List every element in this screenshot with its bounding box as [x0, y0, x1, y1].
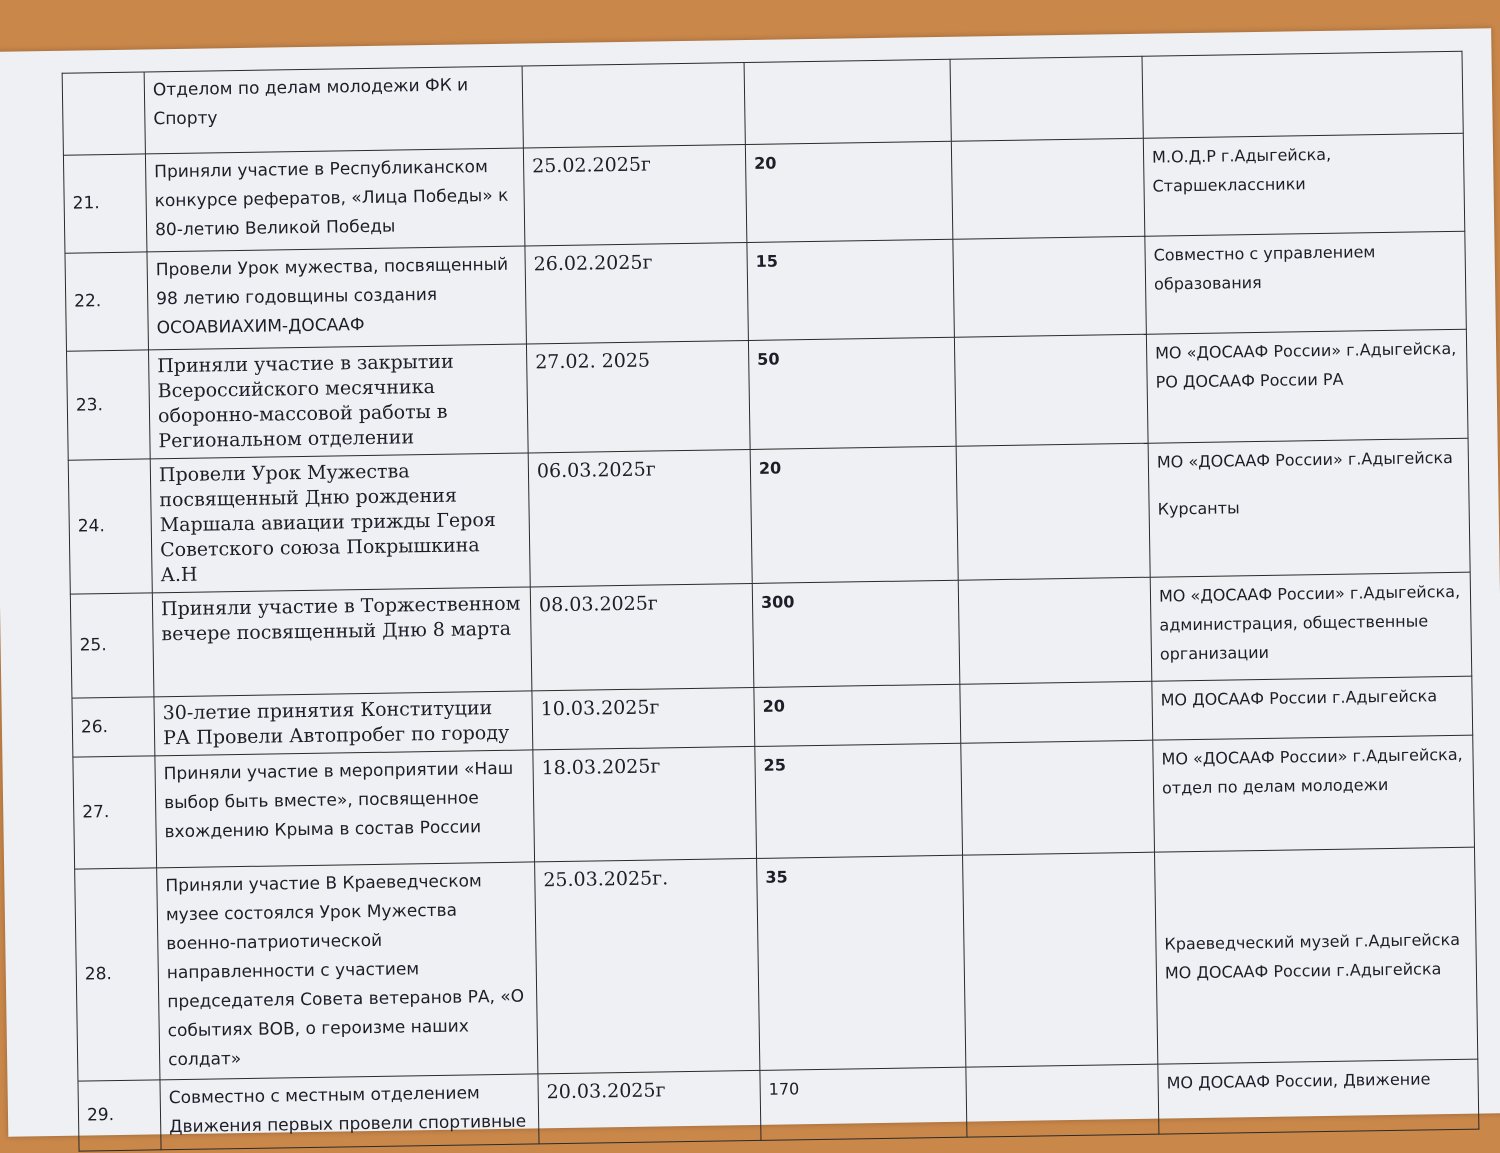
participant-count: 170 [760, 1067, 967, 1140]
row-number: 23. [67, 350, 151, 460]
organizers [1148, 438, 1470, 577]
event-description: Приняли участие в закрытии Всероссийского месячника оборонно-массовой работы в Региональном отделении [148, 344, 528, 459]
event-date: 25.03.2025г. [535, 858, 760, 1073]
event-description: Приняли участие В Краеведческом музее состоялся Урок Мужества военно-патриотической направленности с участием председателя Совета ветеранов РА, «О событиях ВОВ, о героизме наших солдат» [157, 862, 538, 1080]
empty-column [958, 577, 1152, 684]
row-number: 22. [65, 252, 149, 351]
participant-count: 15 [747, 239, 955, 340]
participant-count: 20 [754, 684, 961, 746]
row-number: 27. [73, 756, 157, 869]
events-table [62, 51, 1480, 1152]
document-page [0, 28, 1500, 1136]
empty-column [963, 852, 1158, 1067]
row-number: 24. [68, 459, 152, 594]
empty-column [954, 334, 1148, 446]
event-description: Отделом по делам молодежи ФК и Спорту [144, 66, 523, 154]
event-date: 18.03.2025г [533, 746, 757, 861]
empty-column [951, 138, 1145, 239]
empty-column [966, 1064, 1159, 1137]
participant-count: 25 [755, 743, 963, 858]
organizer-line: Краеведческий музей г.Адыгейска МО ДОСААФ России г.Адыгейска [1164, 929, 1461, 983]
event-description: Приняли участие в Республиканском конкурсе рефератов, «Лица Победы» к 80-летию Великой Победы [145, 148, 524, 252]
table-row [75, 847, 1478, 1081]
row-number: 26. [72, 697, 155, 757]
organizers: М.О.Д.Р г.Адыгейска, Старшеклассники [1143, 133, 1464, 236]
organizers: МО «ДОСААФ России» г.Адыгейска, отдел по делам молодежи [1153, 735, 1475, 852]
event-description: Совместно с местным отделением Движения первых провели спортивные [160, 1074, 539, 1150]
organizers: МО «ДОСААФ России» г.Адыгейска, администрация, общественные организации [1150, 572, 1472, 681]
participant-count [744, 59, 951, 144]
table-row [73, 735, 1475, 869]
event-date: 27.02. 2025 [526, 340, 750, 452]
organizers: Совместно с управлением образования [1145, 231, 1466, 334]
empty-column [953, 236, 1147, 337]
event-date: 06.03.2025г [528, 449, 752, 586]
event-date [522, 63, 745, 148]
empty-column [956, 443, 1150, 580]
organizers [1142, 51, 1463, 138]
row-number [62, 72, 145, 155]
empty-column [950, 56, 1143, 141]
organizers: МО ДОСААФ России, Движение [1158, 1059, 1479, 1134]
participant-count: 20 [750, 446, 958, 583]
row-number: 28. [75, 868, 160, 1081]
event-date: 08.03.2025г [530, 583, 754, 690]
event-description: Приняли участие в мероприятии «Наш выбор быть вместе», посвященное вхождению Крыма в состав России [155, 750, 535, 868]
organizers: МО ДОСААФ России г.Адыгейска [1152, 676, 1473, 740]
event-description: Приняли участие в Торжественном вечере посвященный Дню 8 марта [152, 587, 532, 697]
event-date: 10.03.2025г [532, 687, 755, 749]
row-number: 29. [78, 1080, 161, 1151]
row-number: 21. [63, 154, 147, 253]
event-date: 20.03.2025г [538, 1070, 761, 1143]
table-row [68, 438, 1470, 594]
organizer-line: МО «ДОСААФ России» г.Адыгейска [1156, 447, 1454, 472]
organizers [1155, 847, 1478, 1064]
event-description: 30-летие принятия Конституции РА Провели Автопробег по городу [154, 691, 533, 756]
participant-count: 20 [745, 141, 953, 242]
event-description: Провели Урок Мужества посвященный Дню рождения Маршала авиации трижды Героя Советского союза Покрышкина А.Н [150, 453, 530, 593]
row-number: 25. [70, 593, 154, 698]
organizers: МО «ДОСААФ России» г.Адыгейска, РО ДОСААФ России РА [1146, 329, 1468, 443]
participant-count: 50 [748, 337, 956, 449]
event-description: Провели Урок мужества, посвященный 98 летию годовщины создания ОСОАВИАХИМ-ДОСААФ [147, 246, 526, 350]
empty-column [960, 681, 1153, 743]
event-date: 25.02.2025г [523, 145, 747, 246]
organizer-participants: Курсанты [1157, 498, 1240, 519]
participant-count: 300 [752, 580, 960, 687]
participant-count: 35 [757, 855, 966, 1070]
empty-column [961, 740, 1155, 855]
event-date: 26.02.2025г [525, 243, 749, 344]
